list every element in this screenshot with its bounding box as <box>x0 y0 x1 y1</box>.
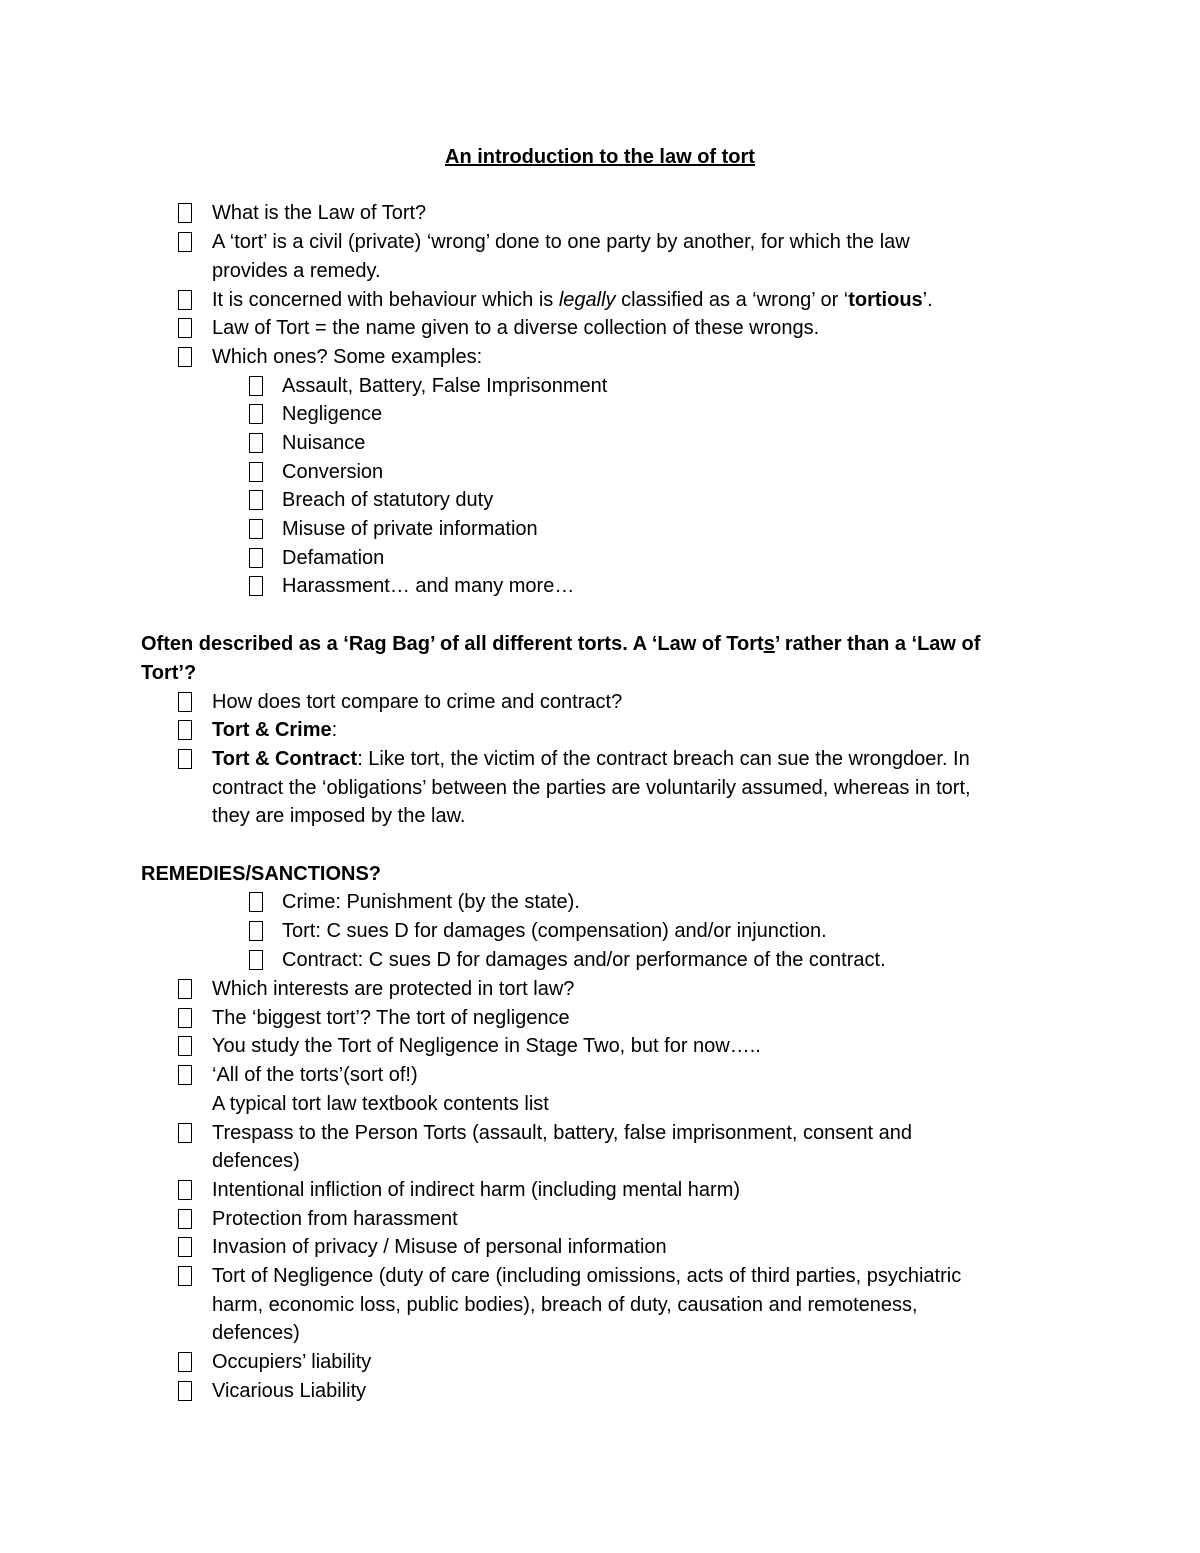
bullet-icon <box>178 1381 192 1401</box>
bullet-icon <box>249 950 263 970</box>
bullet-icon <box>249 576 263 596</box>
ragbag-paragraph-line2: Tort’? <box>141 662 197 684</box>
bullet-icon <box>249 490 263 510</box>
document-page: An introduction to the law of tort What is the Law of Tort? A ‘tort’ is a civil (private) ‘wrong’ done to one party by another, for which the law provides a remedy. It is concerned with behaviour which is legally classified as a ‘wrong’ or ‘tortious’. Law of Tort = the name given to a diverse collection of these wrongs. Which ones? Some examples: Assault, Battery, False Imprisonment Negligence Nuisance Conversion Breach of statutory duty Misuse of private information Defamation Harassment… and many more… Often described as a ‘Rag Bag’ of all different torts. A ‘Law of Torts’ rather than a ‘Law of Tort’? How does tort compare to crime and contract? Tort & Crime: Tort & Contract: Like tort, the victim of the contract breach can sue the wrongdoer. In contract the ‘obligations’ between the parties are voluntarily assumed, whereas in tort, they are imposed by the law. REMEDIES/SANCTIONS? Crime: Punishment (by the state). Tort: C sues D for damages (compensation) and/or injunction. Contract: C sues D for damages and/or performance of the contract. Which interests are protected in tort law? The ‘biggest tort’? The tort of negligence You study the Tort of Negligence in Stage Two, but for now….. ‘All of the torts’(sort of!) A typical tort law textbook contents list Trespass to the Person Torts (assault, battery, false imprisonment, consent and defences) Intentional infliction of indirect harm (including mental harm) Protection from harassment Invasion of privacy / Misuse of personal information Tort of Negligence (duty of care (including omissions, acts of third parties, psychiatric harm, economic loss, public bodies), breach of duty, causation and remoteness, defences) Occupiers’ liability Vicarious Liability <box>0 0 1200 1553</box>
ragbag-paragraph: Often described as a ‘Rag Bag’ of all different torts. A ‘Law of Torts’ rather than a ‘Law of <box>141 633 981 655</box>
bullet-icon <box>178 749 192 769</box>
bullet-icon <box>249 433 263 453</box>
bullet-icon <box>178 1352 192 1372</box>
bullet-icon <box>178 720 192 740</box>
bullet-icon <box>178 692 192 712</box>
bullet-icon <box>249 519 263 539</box>
page-title: An introduction to the law of tort <box>445 146 755 168</box>
bullet-icon <box>249 892 263 912</box>
bullet-icon <box>178 1237 192 1257</box>
bullet-icon <box>178 203 192 223</box>
bullet-icon <box>249 548 263 568</box>
bullet-icon <box>249 921 263 941</box>
bullet-icon <box>178 1065 192 1085</box>
bullet-icon <box>178 290 192 310</box>
bullet-icon <box>178 1266 192 1286</box>
bullet-icon <box>178 1123 192 1143</box>
bullet-icon <box>178 318 192 338</box>
bullet-icon <box>249 462 263 482</box>
remedies-heading: REMEDIES/SANCTIONS? <box>141 863 382 885</box>
bullet-icon <box>178 1209 192 1229</box>
bullet-icon <box>249 376 263 396</box>
bullet-icon <box>178 347 192 367</box>
bullet-icon <box>249 404 263 424</box>
bullet-icon <box>178 232 192 252</box>
bullet-icon <box>178 1008 192 1028</box>
bullet-icon <box>178 979 192 999</box>
bullet-icon <box>178 1036 192 1056</box>
bullet-icon <box>178 1180 192 1200</box>
